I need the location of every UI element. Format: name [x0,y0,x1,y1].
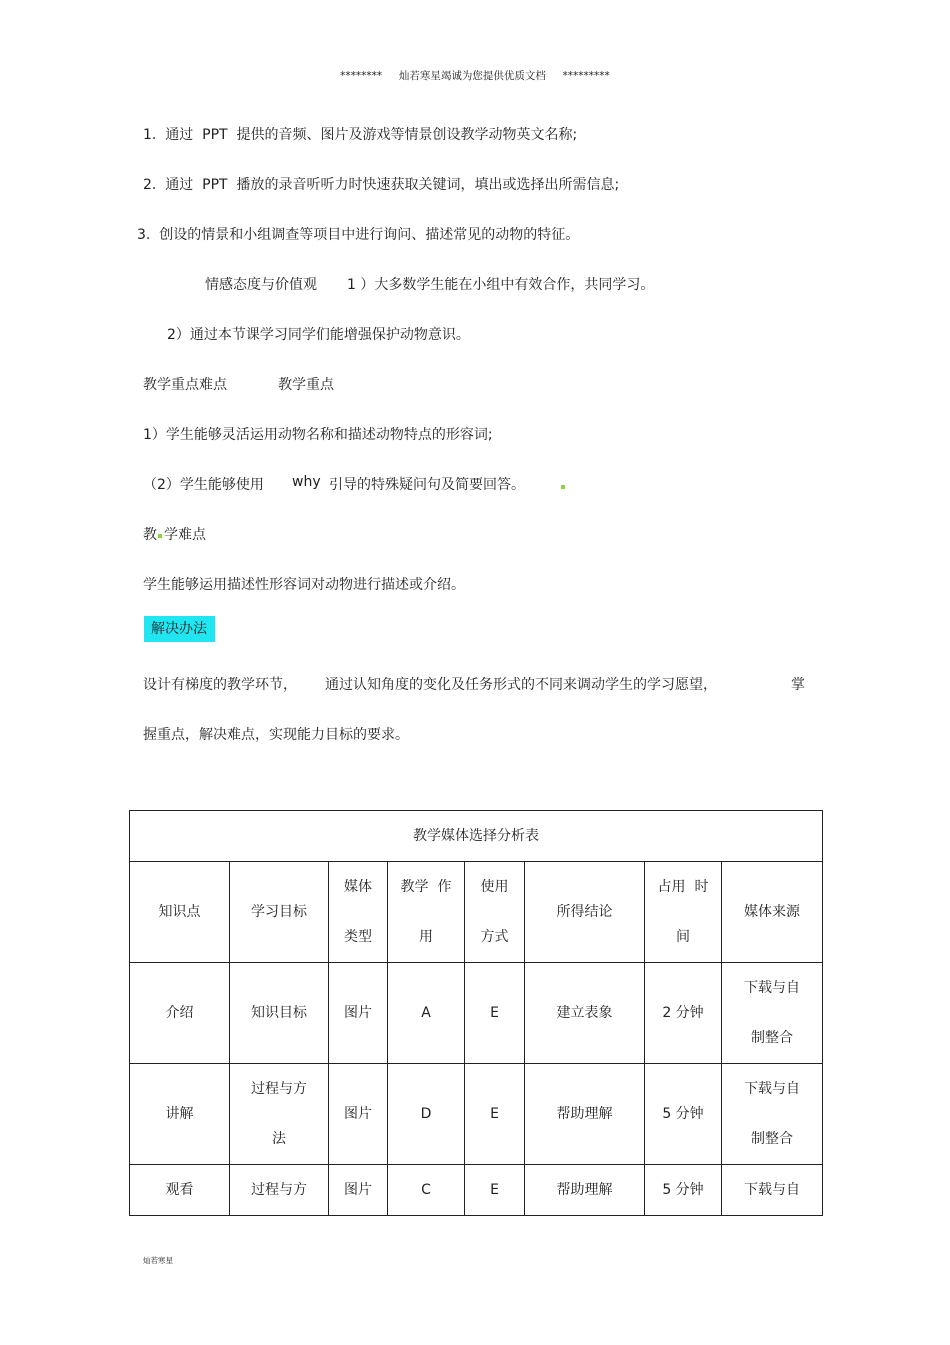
header-cell: 媒体来源 [722,862,823,963]
table-cell: 介绍 [130,963,230,1064]
solution-line-1-c: 掌 [791,677,805,693]
media-analysis-table [129,810,823,1216]
page-header: ******** 灿若寒星竭诚为您提供优质文档 ********* [340,70,610,82]
header-cell: 媒体 类型 [329,862,388,963]
difficulty-title-b: 学难点 [164,527,206,543]
table-cell: 5 分钟 [645,1165,722,1216]
difficulty-text: 学生能够运用描述性形容词对动物进行描述或介绍。 [143,577,465,593]
table-cell: 下载与自 制整合 [722,963,823,1064]
table-cell: 帮助理解 [525,1165,645,1216]
table-row [130,963,823,1064]
keypoints-sub: 教学重点 [278,377,334,393]
table-cell: A [388,963,465,1064]
emotion-line-2: 2）通过本节课学习同学们能增强保护动物意识。 [167,327,470,343]
solution-line-1-b: 通过认知角度的变化及任务形式的不同来调动学生的学习愿望， [325,677,717,693]
table-cell: 下载与自 制整合 [722,1064,823,1165]
emotion-line-1: 1 ）大多数学生能在小组中有效合作，共同学习。 [347,277,655,293]
table-cell: E [465,963,525,1064]
header-cell: 所得结论 [525,862,645,963]
table-cell: 过程与方 法 [230,1064,329,1165]
emotion-label: 情感态度与价值观 [205,277,317,293]
keypoint-1: 1）学生能够灵活运用动物名称和描述动物特点的形容词; [143,427,493,443]
table-cell: 下载与自 [722,1165,823,1216]
objective-item-3: 3. 创设的情景和小组调查等项目中进行询问、描述常见的动物的特征。 [137,227,580,243]
objective-item-2: 2. 通过 PPT 播放的录音听听力时快速获取关键词，填出或选择出所需信息; [143,177,620,193]
table-row [130,1064,823,1165]
table-cell: 讲解 [130,1064,230,1165]
difficulty-title-a: 教 [143,527,157,543]
green-mark [158,534,162,538]
header-cell: 学习目标 [230,862,329,963]
objective-item-1: 1. 通过 PPT 提供的音频、图片及游戏等情景创设教学动物英文名称; [143,127,578,143]
table-row [130,1165,823,1216]
keypoints-label: 教学重点难点 [143,377,227,393]
header-cell: 教学 作 用 [388,862,465,963]
table-cell: D [388,1064,465,1165]
green-mark [561,485,565,489]
table-cell: 5 分钟 [645,1064,722,1165]
solution-line-1-a: 设计有梯度的教学环节， [143,677,297,693]
table-cell: 图片 [329,1064,388,1165]
header-cell: 知识点 [130,862,230,963]
table-cell: 知识目标 [230,963,329,1064]
table-cell: 过程与方 [230,1165,329,1216]
table-cell: 图片 [329,963,388,1064]
table-cell: 图片 [329,1165,388,1216]
table-header-row [130,862,823,963]
keypoint-2-c: 引导的特殊疑问句及简要回答。 [329,477,525,493]
table-cell: E [465,1165,525,1216]
table-cell: E [465,1064,525,1165]
keypoint-2-a: （2）学生能够使用 [143,477,264,493]
table-cell: 建立表象 [525,963,645,1064]
solution-title [144,618,215,638]
header-cell: 占用 时 间 [645,862,722,963]
table-cell: 帮助理解 [525,1064,645,1165]
table-title: 教学媒体选择分析表 [130,811,823,862]
table-cell: 观看 [130,1165,230,1216]
header-cell: 使用 方式 [465,862,525,963]
keypoint-2-b: why [292,474,321,490]
page-footer: 灿若寒星 [143,1256,173,1265]
solution-line-2: 握重点，解决难点，实现能力目标的要求。 [143,727,409,743]
table-cell: 2 分钟 [645,963,722,1064]
solution-title-text: 解决办法 [144,616,215,642]
table-cell: C [388,1165,465,1216]
